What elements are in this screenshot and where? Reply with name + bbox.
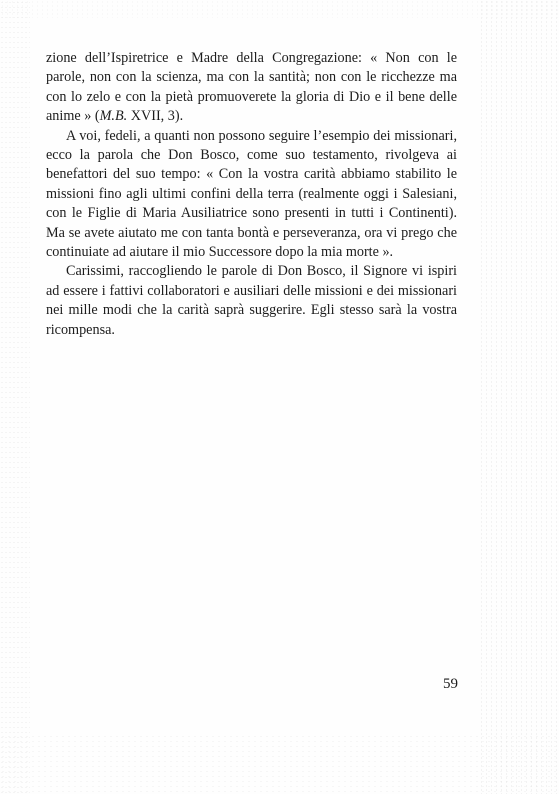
body-text [46, 49, 457, 340]
scan-speckle-left [0, 0, 30, 794]
scan-speckle-bottom [0, 734, 559, 794]
scan-speckle-right [479, 0, 559, 794]
scan-speckle-top [0, 0, 559, 18]
paragraph-2: A voi, fedeli, a quanti non possono seguire l’esempio dei missionari, ecco la parola che Don Bosco, come suo testamento, rivolgeva ai benefattori del suo tempo: « Con la vostra carità abbiamo stabilito le missioni fino agli ultimi confini della terra (realmente oggi i Salesiani, con le Figlie di Maria Ausiliatrice sono presenti in tutti i Continenti). Ma se avete aiutato me con tanta bontà e perseveranza, ora vi prego che continuiate ad aiutare il mio Successore dopo la mia morte ». [46, 127, 457, 261]
citation-work: M.B. [99, 108, 128, 125]
paragraph-1: zione dell’Ispiretrice e Madre della Congregazione: « Non con le parole, non con la scienza, ma con la santità; non con le ricchezze ma con lo zelo e con la pietà promuoverete la gloria di Dio e il bene delle anime » (M.B. XVII, 3). [46, 50, 457, 125]
paragraph-3: Carissimi, raccogliendo le parole di Don Bosco, il Signore vi ispiri ad essere i fattivi collaboratori e ausiliari delle missioni e dei missionari nei mille modi che la carità saprà suggerire. Egli stesso sarà la vostra ricompensa. [46, 263, 457, 338]
page-number: 59 [443, 676, 458, 692]
citation-reference: XVII, 3). [127, 108, 184, 125]
paragraph-1-text: zione dell’Ispiretrice e Madre della Congregazione: « Non con le parole, non con la scienza, ma con la santità; non con le ricchezze ma con lo zelo e con la pietà promuoverete la gloria di Dio e il bene delle anime » [46, 50, 457, 125]
